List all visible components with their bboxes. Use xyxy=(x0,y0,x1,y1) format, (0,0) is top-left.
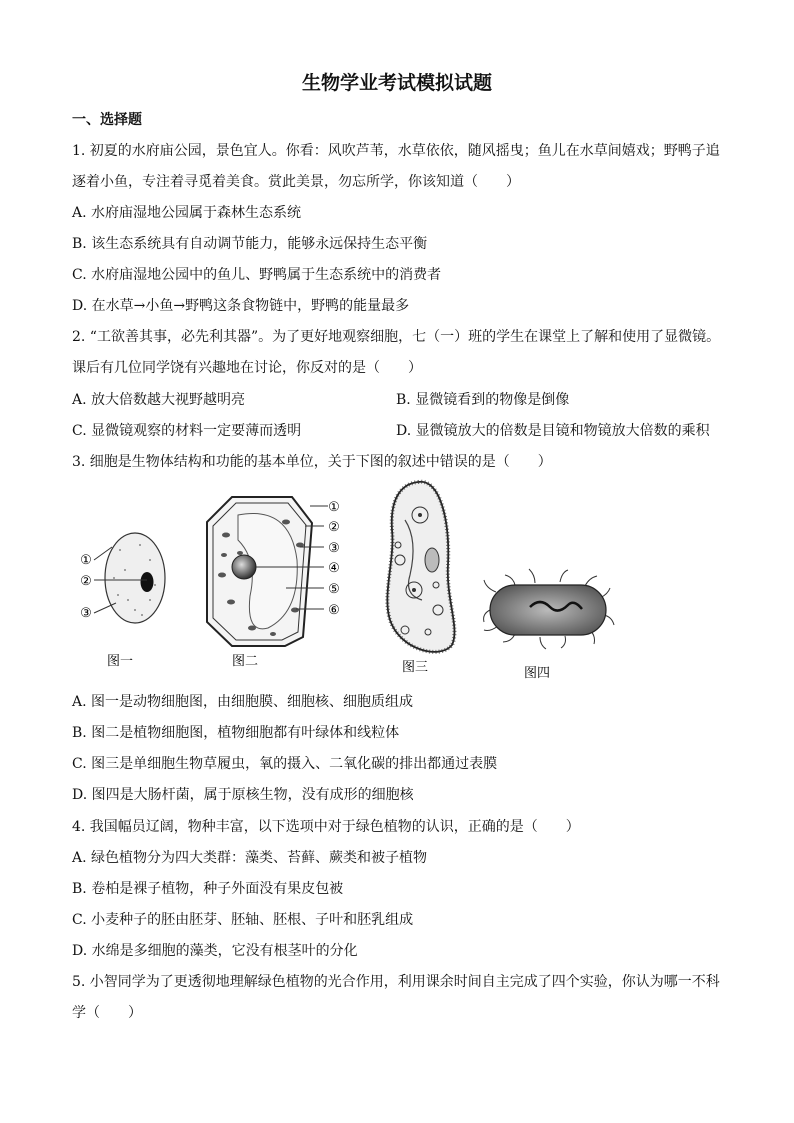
q2-option-b: B. 显微镜看到的物像是倒像 xyxy=(396,392,570,408)
figure-1-animal-cell xyxy=(80,533,165,669)
q5-stem-line2: 学（ ） xyxy=(72,1005,142,1021)
fig1-mark-3: ③ xyxy=(80,606,92,621)
cell-figures xyxy=(0,470,794,690)
fig1-mark-1: ① xyxy=(80,553,92,568)
q3-option-b: B. 图二是植物细胞图，植物细胞都有叶绿体和线粒体 xyxy=(72,725,400,741)
fig3-label: 图三 xyxy=(401,660,429,675)
q4-option-b: B. 卷柏是裸子植物，种子外面没有果皮包被 xyxy=(72,881,344,897)
q4-stem: 4. 我国幅员辽阔，物种丰富，以下选项中对于绿色植物的认识，正确的是（ ） xyxy=(72,819,580,835)
q2-stem-line2: 课后有几位同学饶有兴趣地在讨论，你反对的是（ ） xyxy=(72,360,422,376)
fig4-label: 图四 xyxy=(523,666,551,681)
q2-option-c: C. 显微镜观察的材料一定要薄而透明 xyxy=(72,423,302,439)
fig2-label: 图二 xyxy=(231,654,259,669)
q1-stem-line1: 1. 初夏的水府庙公园，景色宜人。你看：风吹芦苇，水草依依，随风摇曳；鱼儿在水草间嬉戏；野鸭子追 xyxy=(72,143,720,159)
q1-option-a: A. 水府庙湿地公园属于森林生态系统 xyxy=(72,205,302,221)
fig2-mark-3: ③ xyxy=(328,541,340,556)
q3-option-c: C. 图三是单细胞生物草履虫，氧的摄入、二氧化碳的排出都通过表膜 xyxy=(72,756,498,772)
fig2-mark-4: ④ xyxy=(328,561,340,576)
q3-option-a: A. 图一是动物细胞图，由细胞膜、细胞核、细胞质组成 xyxy=(72,694,414,710)
q1-stem-line2: 逐着小鱼，专注着寻觅着美食。赏此美景，勿忘所学，你该知道（ ） xyxy=(72,174,520,190)
fig2-mark-6: ⑥ xyxy=(328,603,340,618)
figure-4-ecoli xyxy=(484,569,614,681)
figure-3-paramecium xyxy=(387,482,454,675)
q3-stem: 3. 细胞是生物体结构和功能的基本单位，关于下图的叙述中错误的是（ ） xyxy=(72,454,552,470)
fig2-mark-2: ② xyxy=(328,520,340,535)
q2-stem-line1: 2. “工欲善其事，必先利其器”。为了更好地观察细胞，七（一）班的学生在课堂上了解和使用了显微镜。 xyxy=(72,329,721,345)
figure-2-plant-cell xyxy=(207,497,340,669)
q2-option-a: A. 放大倍数越大视野越明亮 xyxy=(72,392,246,408)
q4-option-c: C. 小麦种子的胚由胚芽、胚轴、胚根、子叶和胚乳组成 xyxy=(72,912,414,928)
q1-option-b: B. 该生态系统具有自动调节能力，能够永远保持生态平衡 xyxy=(72,236,428,252)
q5-stem-line1: 5. 小智同学为了更透彻地理解绿色植物的光合作用，利用课余时间自主完成了四个实验，你认为哪一不科 xyxy=(72,974,720,990)
fig2-mark-1: ① xyxy=(328,500,340,515)
section-heading: 一、选择题 xyxy=(72,112,142,128)
q4-option-a: A. 绿色植物分为四大类群：藻类、苔藓、蕨类和被子植物 xyxy=(72,850,428,866)
q1-option-d: D. 在水草→小鱼→野鸭这条食物链中，野鸭的能量最多 xyxy=(72,298,410,314)
q4-option-d: D. 水绵是多细胞的藻类，它没有根茎叶的分化 xyxy=(72,943,358,959)
q1-option-c: C. 水府庙湿地公园中的鱼儿、野鸭属于生态系统中的消费者 xyxy=(72,267,442,283)
fig1-mark-2: ② xyxy=(80,574,92,589)
page-title: 生物学业考试模拟试题 xyxy=(301,72,492,94)
fig1-label: 图一 xyxy=(106,654,134,669)
fig2-mark-5: ⑤ xyxy=(328,582,340,597)
q3-option-d: D. 图四是大肠杆菌，属于原核生物，没有成形的细胞核 xyxy=(72,787,414,803)
q2-option-d: D. 显微镜放大的倍数是目镜和物镜放大倍数的乘积 xyxy=(396,423,710,439)
